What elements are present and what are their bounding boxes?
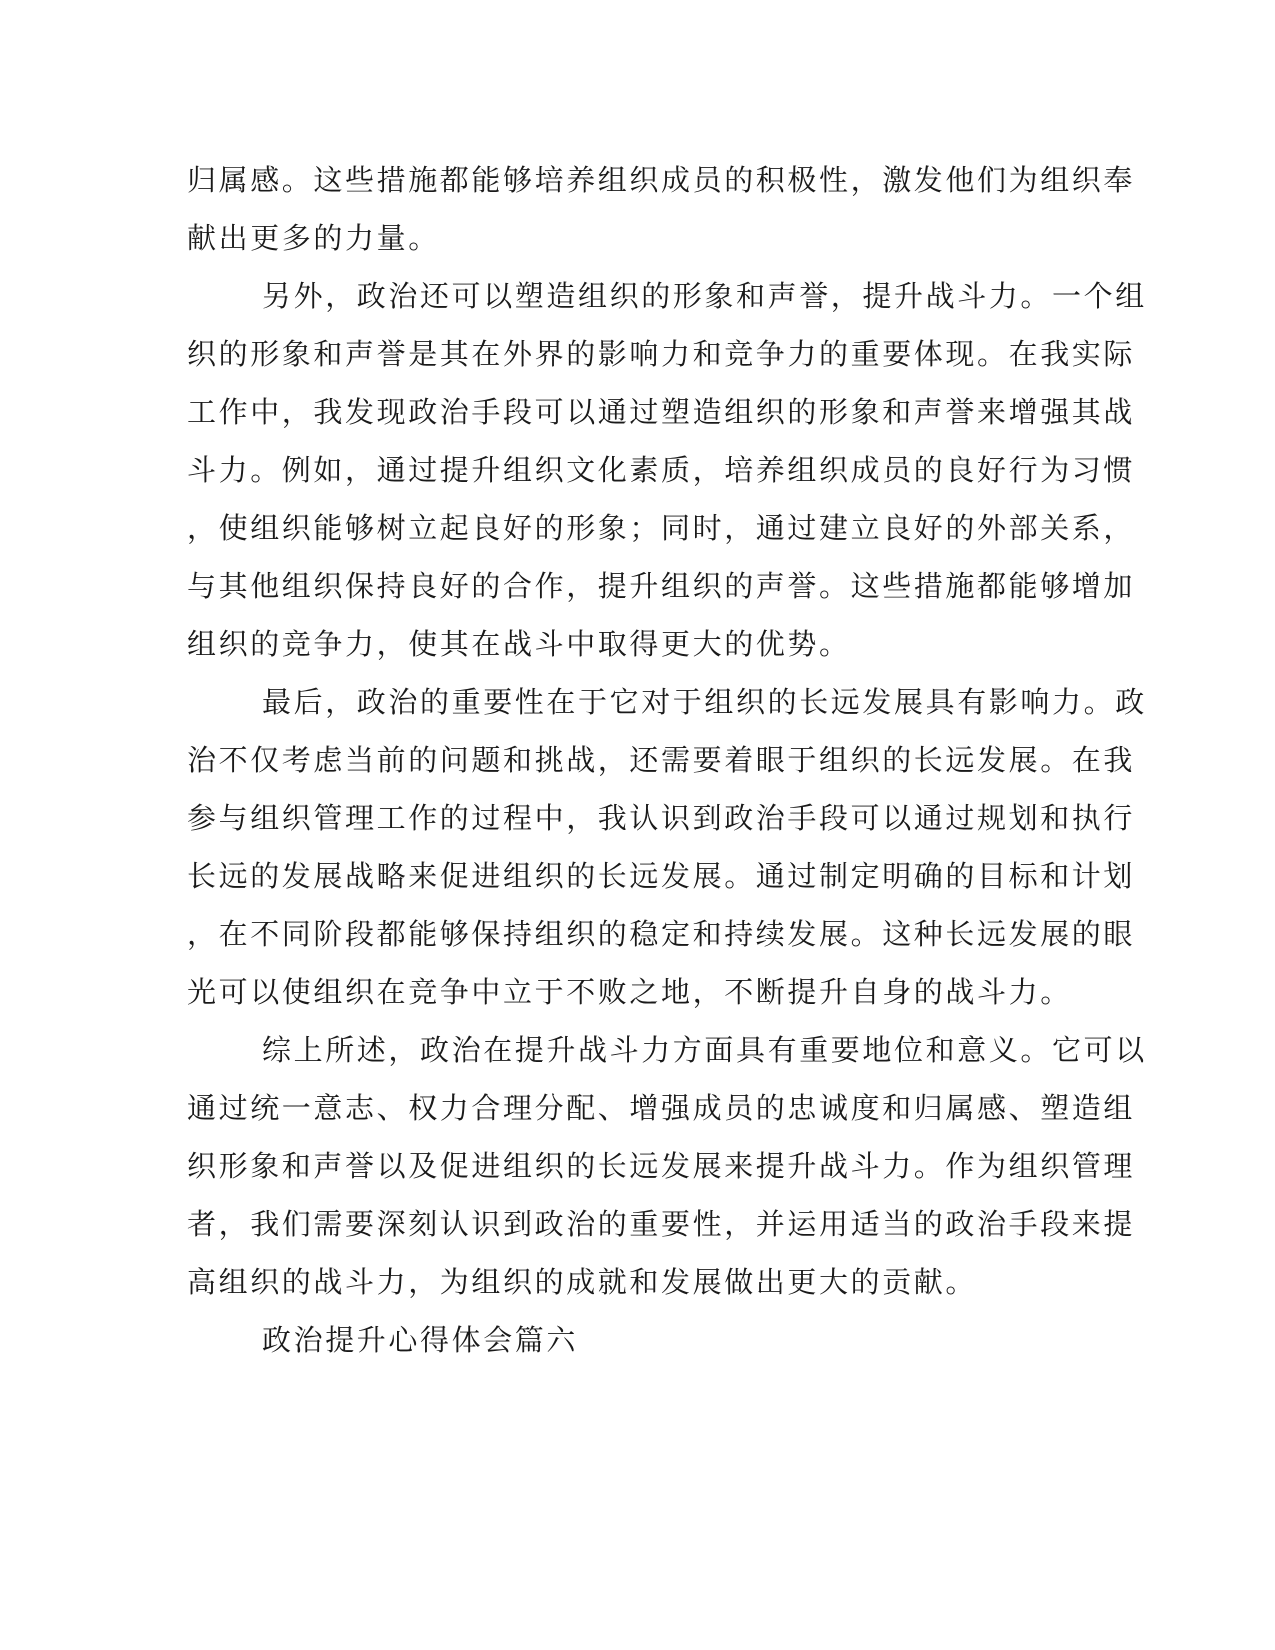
text-line: 光可以使组织在竞争中立于不败之地，不断提升自身的战斗力。 [187, 975, 1072, 1009]
text-line: 献出更多的力量。 [187, 221, 440, 255]
text-line: 斗力。例如，通过提升组织文化素质，培养组织成员的良好行为习惯 [187, 453, 1136, 487]
text-line: 织形象和声誉以及促进组织的长远发展来提升战斗力。作为组织管理 [187, 1149, 1136, 1183]
text-line: 织的形象和声誉是其在外界的影响力和竞争力的重要体现。在我实际 [187, 337, 1136, 371]
text-line: 治不仅考虑当前的问题和挑战，还需要着眼于组织的长远发展。在我 [187, 743, 1136, 777]
paragraph-first-line: 最后，政治的重要性在于它对于组织的长远发展具有影响力。政 [262, 685, 1147, 719]
text-line: 参与组织管理工作的过程中，我认识到政治手段可以通过规划和执行 [187, 801, 1136, 835]
text-line: 组织的竞争力，使其在战斗中取得更大的优势。 [187, 627, 851, 661]
paragraph-first-line: 综上所述，政治在提升战斗力方面具有重要地位和意义。它可以 [262, 1033, 1147, 1067]
section-heading: 政治提升心得体会篇六 [262, 1323, 579, 1357]
text-line: 归属感。这些措施都能够培养组织成员的积极性，激发他们为组织奉 [187, 163, 1136, 197]
text-line: 长远的发展战略来促进组织的长远发展。通过制定明确的目标和计划 [187, 859, 1136, 893]
text-line: 工作中，我发现政治手段可以通过塑造组织的形象和声誉来增强其战 [187, 395, 1136, 429]
text-line: ，在不同阶段都能够保持组织的稳定和持续发展。这种长远发展的眼 [187, 917, 1136, 951]
paragraph-first-line: 另外，政治还可以塑造组织的形象和声誉，提升战斗力。一个组 [262, 279, 1147, 313]
text-line: 者，我们需要深刻认识到政治的重要性，并运用适当的政治手段来提 [187, 1207, 1136, 1241]
text-line: 与其他组织保持良好的合作，提升组织的声誉。这些措施都能够增加 [187, 569, 1136, 603]
text-line: ，使组织能够树立起良好的形象；同时，通过建立良好的外部关系， [187, 511, 1136, 545]
text-line: 高组织的战斗力，为组织的成就和发展做出更大的贡献。 [187, 1265, 978, 1299]
text-line: 通过统一意志、权力合理分配、增强成员的忠诚度和归属感、塑造组 [187, 1091, 1136, 1125]
